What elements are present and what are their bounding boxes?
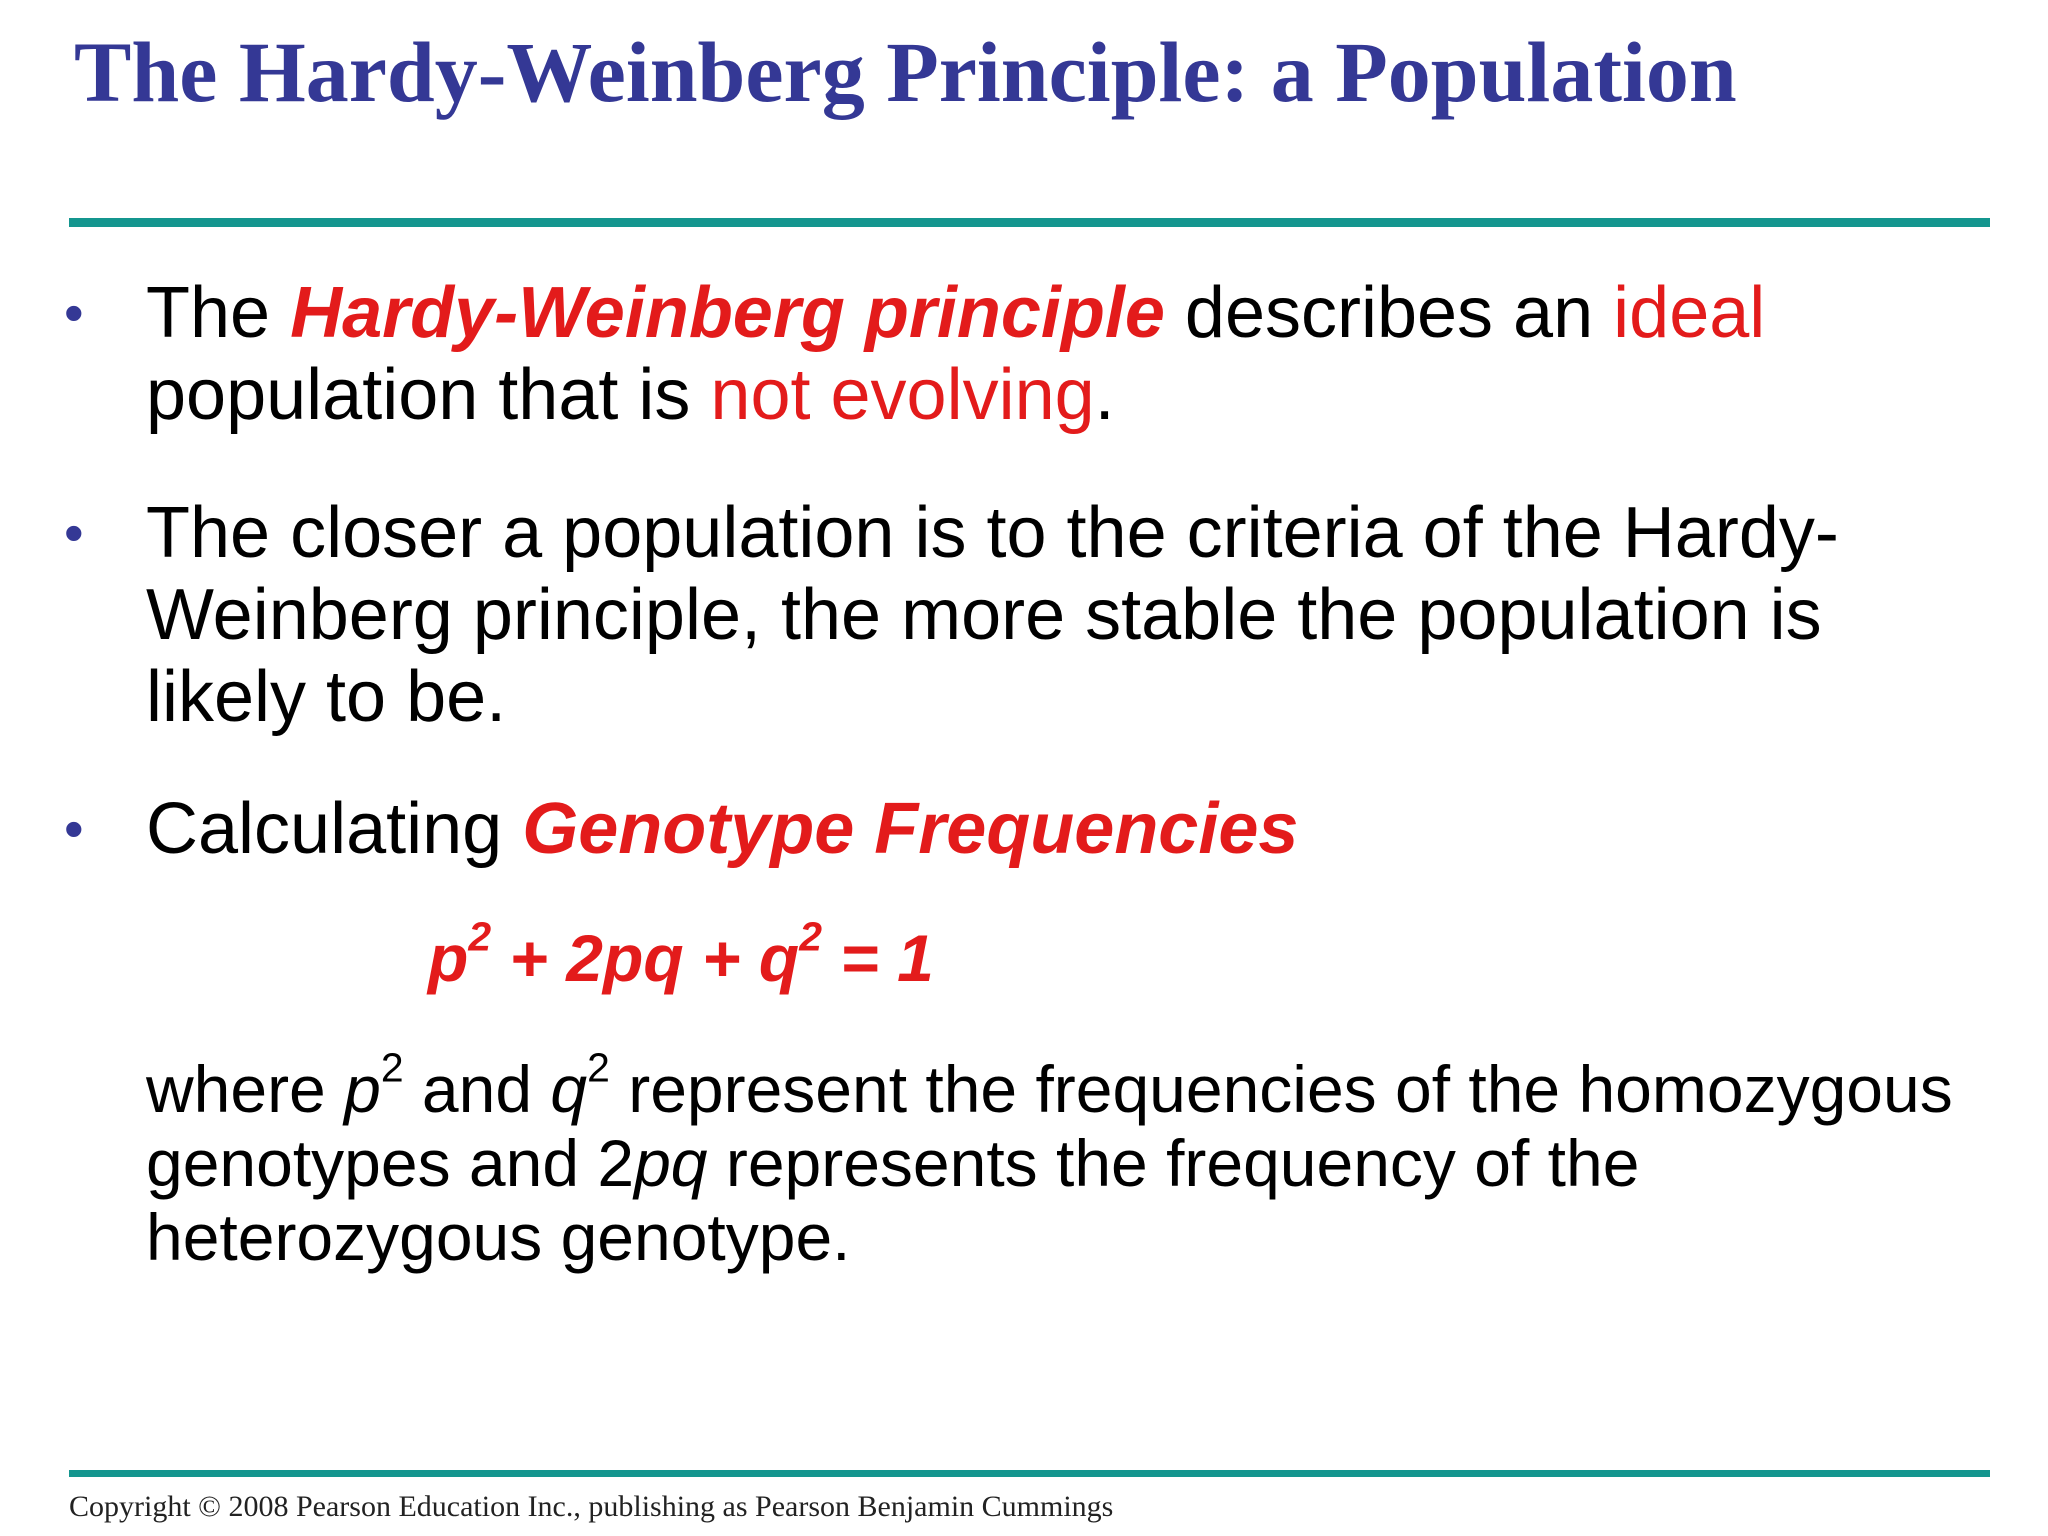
bullet-3-text: Calculating (146, 789, 523, 869)
bullet-text-3 (146, 788, 1996, 870)
equation-q: q (758, 921, 800, 995)
equation-exponent: 2 (468, 913, 492, 960)
bullet-marker: • (64, 281, 84, 344)
not-evolving-term: not evolving (710, 355, 1095, 435)
bullet-marker: • (64, 501, 84, 564)
bullet-1-text: population that is (146, 355, 711, 435)
genotype-frequencies-term: Genotype Frequencies (522, 789, 1299, 869)
ideal-term: ideal (1613, 273, 1766, 353)
explanation-text: represent the frequencies of the homozygous genotypes and 2 (146, 1052, 1953, 1200)
explanation-exponent: 2 (587, 1044, 610, 1091)
hardy-weinberg-principle-term: Hardy-Weinberg principle (290, 273, 1165, 353)
explanation-exponent: 2 (380, 1044, 404, 1091)
explanation-p: p (344, 1052, 381, 1126)
bullet-text-2: The closer a population is to the criteria of the Hardy-Weinberg principle, the more stable the population is likely to be. (146, 493, 1839, 737)
equation-explanation (146, 1044, 2006, 1274)
bullet-1-text: . (1094, 355, 1115, 435)
title-divider (69, 218, 1990, 227)
equation-p: p (428, 921, 469, 995)
equation-exponent: 2 (799, 913, 822, 960)
bullet-marker: • (64, 797, 84, 860)
explanation-text: where (146, 1052, 345, 1126)
slide-title: The Hardy-Weinberg Principle: a Population (74, 24, 1737, 120)
bullet-text-1 (146, 272, 1996, 436)
bullet-1-text: The (146, 273, 291, 353)
copyright-notice: Copyright © 2008 Pearson Education Inc., publishing as Pearson Benjamin Cummings (69, 1490, 1114, 1523)
explanation-text: and (403, 1052, 551, 1126)
bullet-1-text: describes an (1164, 273, 1614, 353)
explanation-q: q (550, 1052, 588, 1126)
equation-rhs: = 1 (821, 921, 934, 995)
hardy-weinberg-equation (428, 913, 934, 998)
footer-divider (69, 1470, 1990, 1477)
equation-middle: + 2pq + (491, 921, 759, 995)
explanation-pq: pq (634, 1126, 708, 1200)
explanation-text: represents the frequency of the heterozygous genotype. (146, 1126, 1640, 1274)
